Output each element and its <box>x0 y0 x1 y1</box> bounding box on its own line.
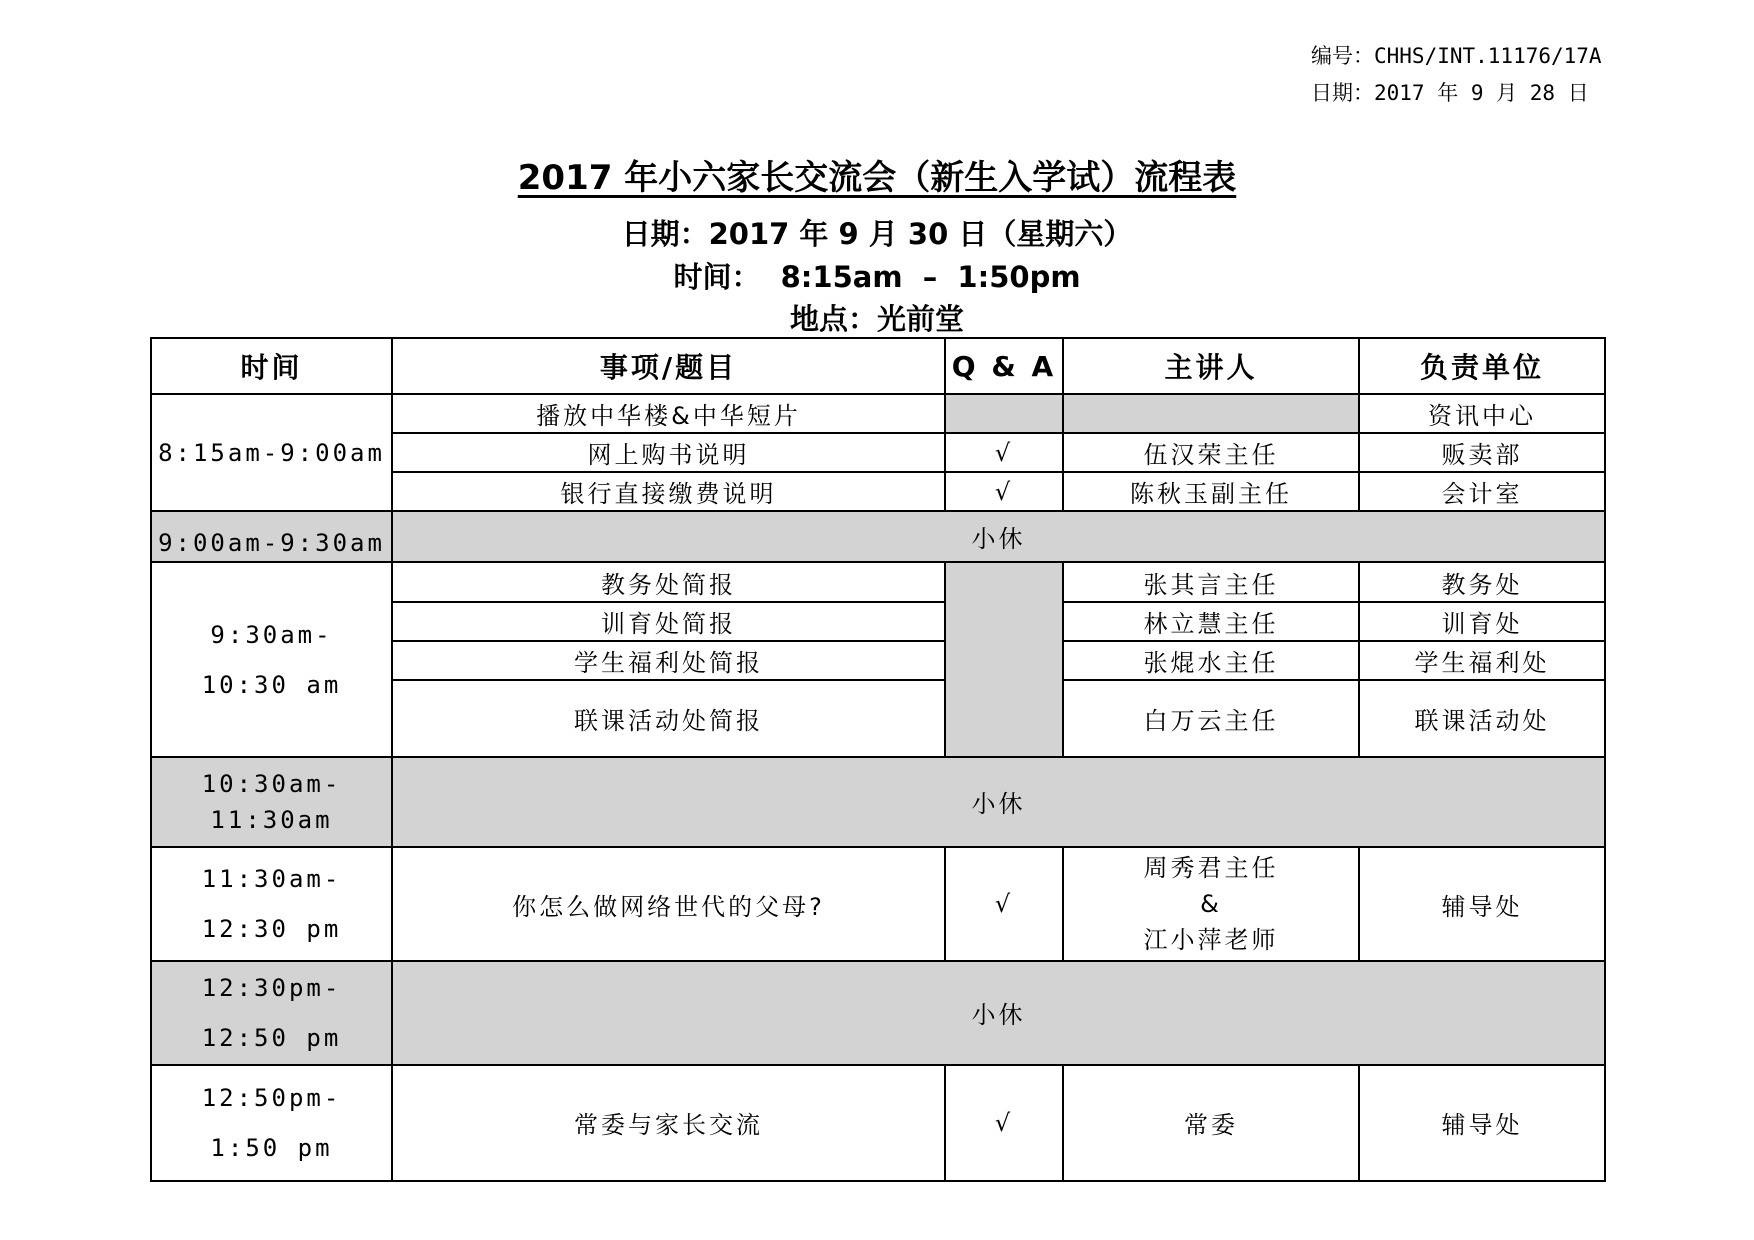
time-cell <box>151 961 392 1064</box>
header-time: 时间 <box>151 338 392 394</box>
topic-cell: 教务处简报 <box>392 562 945 601</box>
speaker-cell: 张其言主任 <box>1063 562 1359 601</box>
table-row <box>151 562 1605 601</box>
speaker-cell: 伍汉荣主任 <box>1063 433 1359 472</box>
table-header-row <box>151 338 1605 394</box>
time-end: 12:50 pm <box>201 1023 342 1052</box>
document-info <box>1311 38 1602 112</box>
unit-cell: 联课活动处 <box>1359 680 1605 757</box>
table-row <box>151 847 1605 961</box>
header-unit: 负责单位 <box>1359 338 1605 394</box>
schedule-title-text: 2017 年小六家长交流会（新生入学试）流程表 <box>517 158 1237 198</box>
topic-cell: 联课活动处简报 <box>392 680 945 757</box>
unit-cell: 辅导处 <box>1359 847 1605 961</box>
speaker-name-1: 周秀君主任 <box>1143 854 1279 883</box>
header-qa: Q & A <box>945 338 1063 394</box>
time-cell <box>151 1065 392 1181</box>
time-start: 11:30am- <box>201 865 342 894</box>
speaker-cell: 陈秋玉副主任 <box>1063 472 1359 511</box>
break-row <box>151 961 1605 1064</box>
time-end: 10:30 am <box>201 670 342 699</box>
event-date: 日期：2017 年 9 月 30 日（星期六） <box>621 217 1133 251</box>
unit-cell: 辅导处 <box>1359 1065 1605 1181</box>
document-date: 日期：2017 年 9 月 28 日 <box>1311 81 1589 105</box>
topic-cell: 网上购书说明 <box>392 433 945 472</box>
time-end: 1:50 pm <box>210 1133 333 1162</box>
time-cell <box>151 847 392 961</box>
time-cell <box>151 562 392 756</box>
time-start: 12:30pm- <box>201 973 342 1002</box>
document-number: 编号：CHHS/INT.11176/17A <box>1311 44 1602 68</box>
topic-cell: 常委与家长交流 <box>392 1065 945 1181</box>
time-cell <box>151 757 392 847</box>
break-label: 小休 <box>392 961 1605 1064</box>
qa-check-cell: √ <box>945 1065 1063 1181</box>
time-start: 12:50pm- <box>201 1083 342 1112</box>
qa-check-cell: √ <box>945 433 1063 472</box>
topic-cell: 播放中华楼&中华短片 <box>392 394 945 433</box>
table-row <box>151 394 1605 433</box>
break-label: 小休 <box>392 511 1605 562</box>
break-label: 小休 <box>392 757 1605 847</box>
qa-cell <box>945 562 1063 756</box>
unit-cell: 学生福利处 <box>1359 641 1605 680</box>
speaker-cell: 林立慧主任 <box>1063 602 1359 641</box>
schedule-title <box>0 150 1754 199</box>
header-topic: 事项/题目 <box>392 338 945 394</box>
topic-cell: 训育处简报 <box>392 602 945 641</box>
break-row <box>151 511 1605 562</box>
unit-cell: 会计室 <box>1359 472 1605 511</box>
qa-check-cell: √ <box>945 847 1063 961</box>
speaker-cell <box>1063 394 1359 433</box>
time-start: 10:30am- <box>201 769 342 798</box>
table-row <box>151 1065 1605 1181</box>
speaker-cell: 白万云主任 <box>1063 680 1359 757</box>
speaker-name-2: 江小萍老师 <box>1143 926 1279 955</box>
qa-check-cell: √ <box>945 472 1063 511</box>
speaker-cell: 常委 <box>1063 1065 1359 1181</box>
time-cell: 9:00am-9:30am <box>151 511 392 562</box>
topic-cell: 学生福利处简报 <box>392 641 945 680</box>
unit-cell: 教务处 <box>1359 562 1605 601</box>
header-speaker: 主讲人 <box>1063 338 1359 394</box>
event-place: 地点：光前堂 <box>789 302 964 336</box>
unit-cell: 贩卖部 <box>1359 433 1605 472</box>
speaker-cell <box>1063 847 1359 961</box>
speaker-cell: 张焜水主任 <box>1063 641 1359 680</box>
topic-cell: 银行直接缴费说明 <box>392 472 945 511</box>
time-cell: 8:15am-9:00am <box>151 394 392 511</box>
time-start: 9:30am- <box>210 620 333 649</box>
unit-cell: 训育处 <box>1359 602 1605 641</box>
break-row <box>151 757 1605 847</box>
unit-cell: 资讯中心 <box>1359 394 1605 433</box>
qa-cell <box>945 394 1063 433</box>
time-end: 12:30 pm <box>201 915 342 944</box>
time-end: 11:30am <box>210 805 333 834</box>
event-time: 时间： 8:15am – 1:50pm <box>673 260 1081 294</box>
speaker-ampersand: & <box>1200 890 1222 919</box>
schedule-table <box>150 337 1606 1182</box>
topic-cell: 你怎么做网络世代的父母? <box>392 847 945 961</box>
